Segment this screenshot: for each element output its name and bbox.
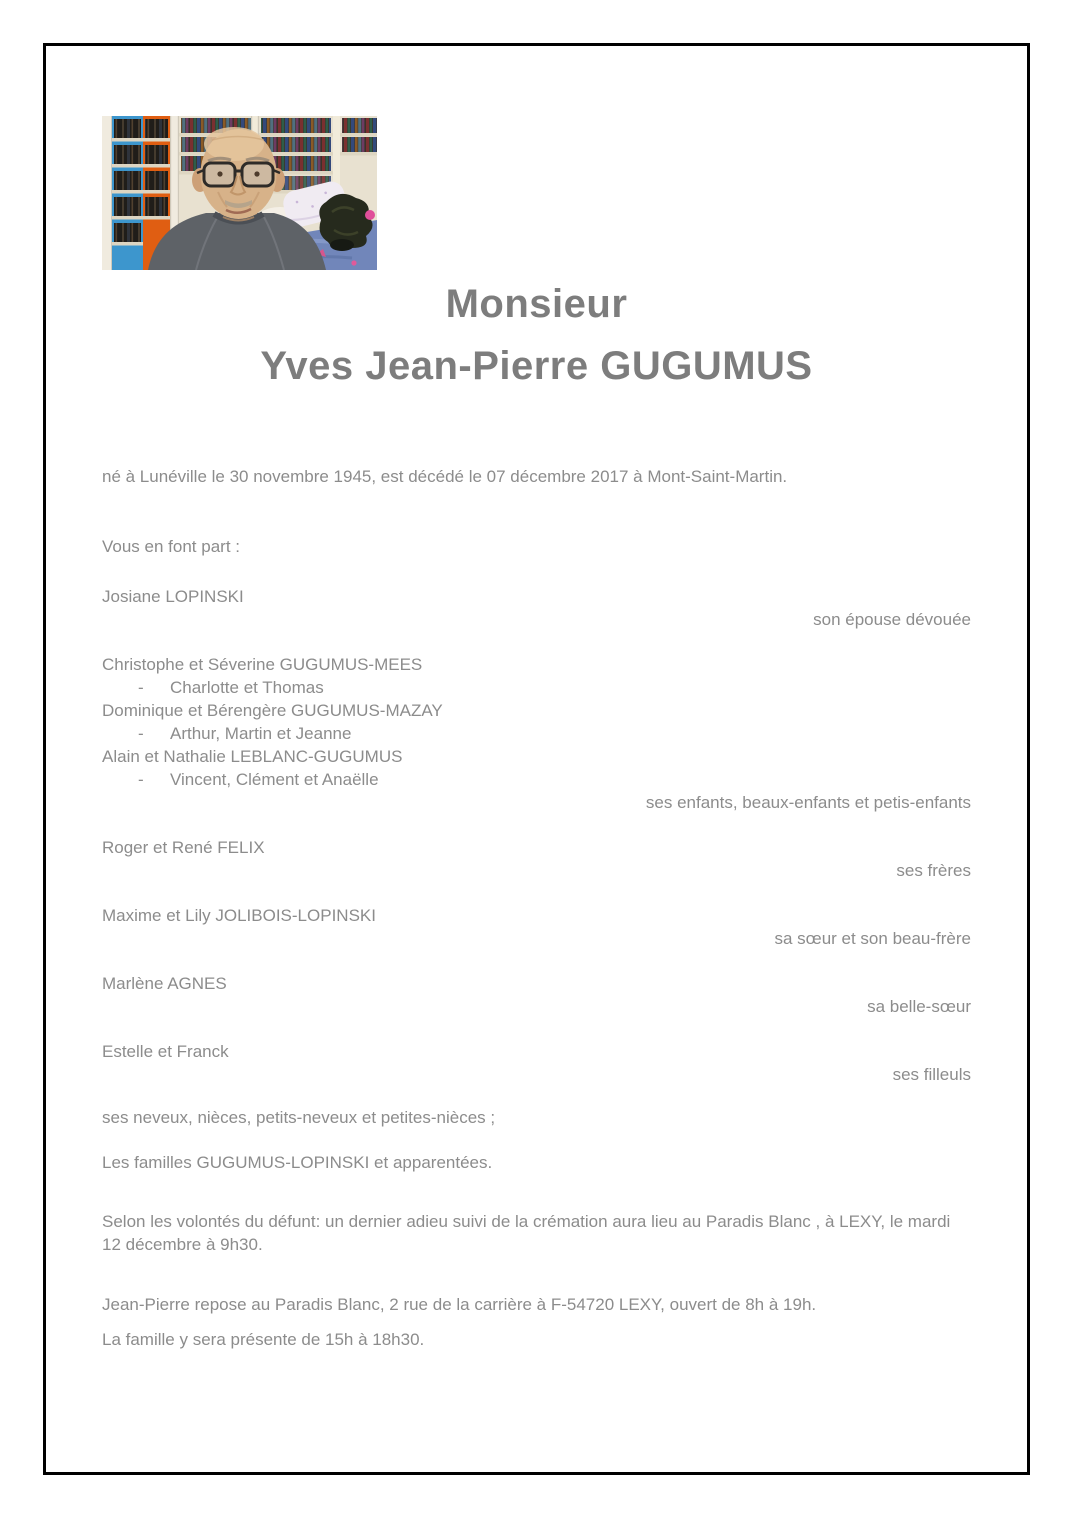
memorial-page [43, 43, 1030, 1475]
member-name: Josiane LOPINSKI [102, 587, 244, 606]
member-subline [102, 768, 971, 791]
relation-label: ses enfants, beaux-enfants et petis-enfants [645, 793, 971, 812]
ceremony-paragraph: Selon les volontés du défunt: un dernier adieu suivi de la crémation aura lieu au Paradis Blanc , à LEXY, le mardi 12 décembre à 9h30. [102, 1212, 951, 1254]
family-group-brothers [102, 836, 971, 882]
dash-marker: - [138, 724, 144, 743]
intro-line: né à Lunéville le 30 novembre 1945, est décédé le 07 décembre 2017 à Mont-Saint-Martin. [102, 467, 788, 486]
member-name: Roger et René FELIX [102, 838, 265, 857]
member-name: Marlène AGNES [102, 974, 227, 993]
relation-label: sa sœur et son beau-frère [774, 929, 971, 948]
dash-marker: - [138, 770, 144, 789]
closing-line-families: Les familles GUGUMUS-LOPINSKI et apparentées. [102, 1153, 493, 1172]
presence-paragraph: La famille y sera présente de 15h à 18h30. [102, 1330, 425, 1349]
member-name: Christophe et Séverine GUGUMUS-MEES [102, 655, 423, 674]
title-deceased-name: Yves Jean-Pierre GUGUMUS [260, 344, 813, 388]
relation-label: ses filleuls [892, 1065, 971, 1084]
repose-paragraph: Jean-Pierre repose au Paradis Blanc, 2 rue de la carrière à F-54720 LEXY, ouvert de 8h à 19h. [102, 1295, 817, 1314]
member-name: Estelle et Franck [102, 1042, 229, 1061]
family-group-sister-in-law [102, 972, 971, 1018]
relation-label: son épouse dévouée [813, 610, 971, 629]
relation-label: sa belle-sœur [867, 997, 971, 1016]
member-sub-name: Arthur, Martin et Jeanne [170, 724, 352, 743]
family-group-children [102, 653, 971, 814]
family-group-sister [102, 904, 971, 950]
member-subline [102, 722, 971, 745]
family-groups [102, 585, 971, 1086]
memorial-content [46, 116, 1027, 1351]
title-salutation: Monsieur [445, 282, 628, 326]
member-sub-name: Charlotte et Thomas [170, 678, 324, 697]
announcement-line: Vous en font part : [102, 537, 240, 556]
relation-label: ses frères [896, 861, 971, 880]
member-name: Alain et Nathalie LEBLANC-GUGUMUS [102, 747, 403, 766]
dash-marker: - [138, 678, 144, 697]
member-subline [102, 676, 971, 699]
family-group-spouse [102, 585, 971, 631]
member-sub-name: Vincent, Clément et Anaëlle [170, 770, 379, 789]
portrait-photo-illustration [102, 116, 377, 270]
member-name: Maxime et Lily JOLIBOIS-LOPINSKI [102, 906, 376, 925]
family-group-godchildren [102, 1040, 971, 1086]
member-name: Dominique et Bérengère GUGUMUS-MAZAY [102, 701, 443, 720]
closing-line-nephews: ses neveux, nièces, petits-neveux et petites-nièces ; [102, 1108, 496, 1127]
portrait-photo [102, 116, 377, 270]
